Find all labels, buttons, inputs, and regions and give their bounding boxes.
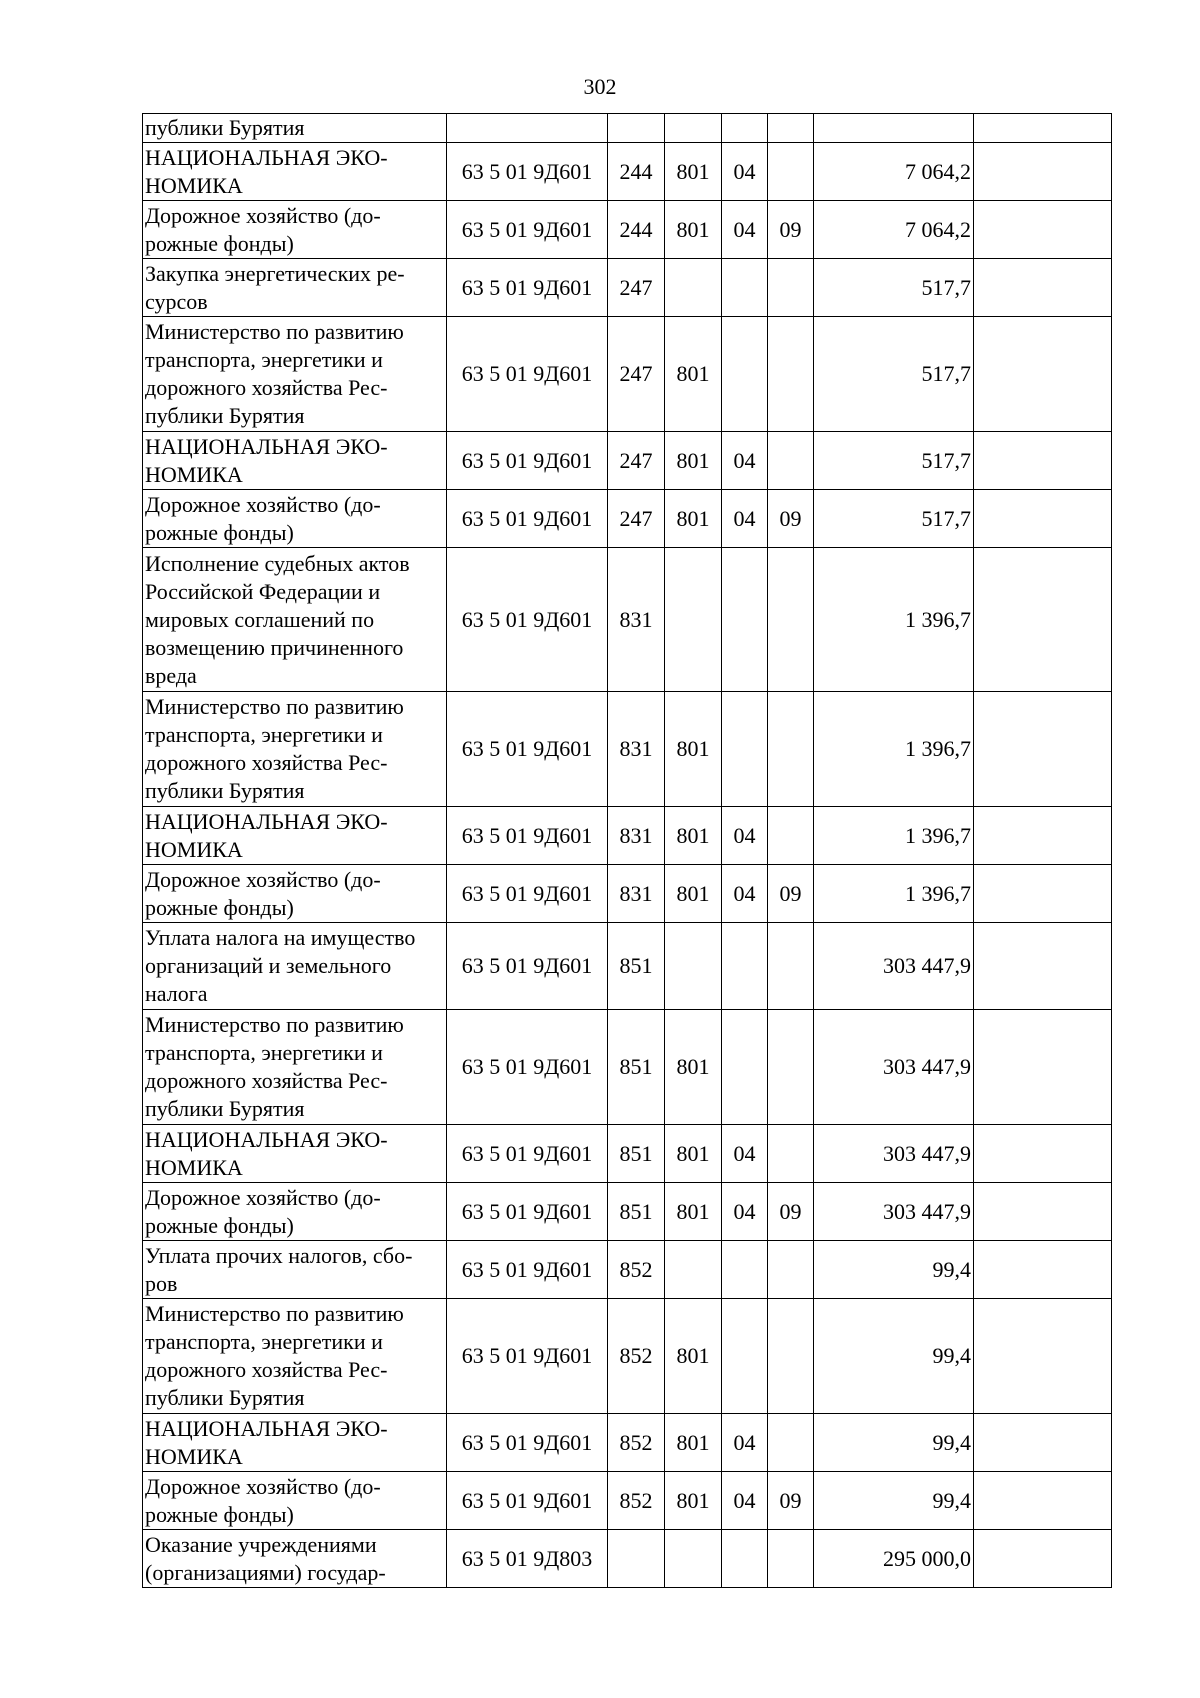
- row-pr-cell: [768, 317, 814, 432]
- table-row: [143, 865, 1112, 923]
- row-extra-cell: [974, 317, 1112, 432]
- row-extra-cell: [974, 807, 1112, 865]
- row-vr-cell: 247: [608, 490, 665, 548]
- row-code-cell: 63 5 01 9Д601: [447, 490, 608, 548]
- row-amount-cell: 303 447,9: [814, 1010, 974, 1125]
- row-pr-cell: 09: [768, 865, 814, 923]
- row-pr-cell: 09: [768, 490, 814, 548]
- row-grbs-cell: 801: [665, 490, 722, 548]
- row-pr-cell: 09: [768, 1183, 814, 1241]
- row-extra-cell: [974, 1299, 1112, 1414]
- row-grbs-cell: [665, 548, 722, 692]
- row-rz-cell: 04: [722, 1414, 768, 1472]
- row-extra-cell: [974, 1530, 1112, 1588]
- row-code-cell: [447, 114, 608, 143]
- row-amount-cell: 99,4: [814, 1241, 974, 1299]
- row-code-cell: 63 5 01 9Д601: [447, 317, 608, 432]
- table-row: [143, 692, 1112, 807]
- row-pr-cell: [768, 692, 814, 807]
- row-pr-cell: [768, 114, 814, 143]
- row-amount-cell: 1 396,7: [814, 548, 974, 692]
- table-row: [143, 807, 1112, 865]
- row-code-cell: 63 5 01 9Д601: [447, 923, 608, 1010]
- table-row: [143, 1530, 1112, 1588]
- row-grbs-cell: 801: [665, 143, 722, 201]
- row-rz-cell: [722, 548, 768, 692]
- row-code-cell: 63 5 01 9Д601: [447, 1414, 608, 1472]
- row-grbs-cell: [665, 923, 722, 1010]
- row-name-cell: Министерство по развитию транспорта, энергетики и дорожного хозяйства Рес- публики Бурятия: [143, 692, 447, 807]
- row-pr-cell: [768, 807, 814, 865]
- row-extra-cell: [974, 259, 1112, 317]
- row-extra-cell: [974, 1414, 1112, 1472]
- row-vr-cell: [608, 1530, 665, 1588]
- table-row: [143, 317, 1112, 432]
- row-rz-cell: [722, 692, 768, 807]
- row-pr-cell: [768, 548, 814, 692]
- row-pr-cell: [768, 1414, 814, 1472]
- row-grbs-cell: 801: [665, 865, 722, 923]
- table-row: [143, 1241, 1112, 1299]
- row-name-cell: Дорожное хозяйство (до- рожные фонды): [143, 1472, 447, 1530]
- row-grbs-cell: 801: [665, 1472, 722, 1530]
- row-rz-cell: [722, 317, 768, 432]
- row-amount-cell: 7 064,2: [814, 143, 974, 201]
- row-extra-cell: [974, 490, 1112, 548]
- row-extra-cell: [974, 1241, 1112, 1299]
- table-body: [143, 114, 1112, 1588]
- row-amount-cell: 1 396,7: [814, 692, 974, 807]
- row-extra-cell: [974, 548, 1112, 692]
- row-name-cell: Министерство по развитию транспорта, энергетики и дорожного хозяйства Рес- публики Бурятия: [143, 317, 447, 432]
- row-amount-cell: 7 064,2: [814, 201, 974, 259]
- row-rz-cell: [722, 1241, 768, 1299]
- row-code-cell: 63 5 01 9Д601: [447, 548, 608, 692]
- row-grbs-cell: [665, 259, 722, 317]
- table-row: [143, 1299, 1112, 1414]
- row-grbs-cell: 801: [665, 1299, 722, 1414]
- row-vr-cell: 851: [608, 1010, 665, 1125]
- row-name-cell: Уплата прочих налогов, сбо- ров: [143, 1241, 447, 1299]
- row-rz-cell: 04: [722, 1183, 768, 1241]
- row-pr-cell: [768, 143, 814, 201]
- row-vr-cell: 244: [608, 143, 665, 201]
- row-extra-cell: [974, 923, 1112, 1010]
- row-amount-cell: 99,4: [814, 1472, 974, 1530]
- row-name-cell: Дорожное хозяйство (до- рожные фонды): [143, 201, 447, 259]
- row-rz-cell: 04: [722, 865, 768, 923]
- row-name-cell: Исполнение судебных актов Российской Федерации и мировых соглашений по возмещению причиненного вреда: [143, 548, 447, 692]
- row-code-cell: 63 5 01 9Д601: [447, 865, 608, 923]
- row-amount-cell: 517,7: [814, 490, 974, 548]
- row-rz-cell: 04: [722, 807, 768, 865]
- row-name-cell: Дорожное хозяйство (до- рожные фонды): [143, 490, 447, 548]
- row-pr-cell: [768, 1530, 814, 1588]
- row-rz-cell: [722, 1530, 768, 1588]
- row-amount-cell: 517,7: [814, 432, 974, 490]
- row-vr-cell: 247: [608, 432, 665, 490]
- row-amount-cell: 303 447,9: [814, 1183, 974, 1241]
- row-rz-cell: 04: [722, 1125, 768, 1183]
- row-code-cell: 63 5 01 9Д803: [447, 1530, 608, 1588]
- table-row: [143, 1414, 1112, 1472]
- row-extra-cell: [974, 1183, 1112, 1241]
- row-grbs-cell: 801: [665, 1183, 722, 1241]
- table-row: [143, 143, 1112, 201]
- row-amount-cell: 517,7: [814, 259, 974, 317]
- row-code-cell: 63 5 01 9Д601: [447, 259, 608, 317]
- row-rz-cell: [722, 114, 768, 143]
- table-row: [143, 432, 1112, 490]
- row-vr-cell: 851: [608, 923, 665, 1010]
- row-pr-cell: [768, 432, 814, 490]
- row-grbs-cell: 801: [665, 1010, 722, 1125]
- row-code-cell: 63 5 01 9Д601: [447, 143, 608, 201]
- row-rz-cell: [722, 1299, 768, 1414]
- row-amount-cell: 303 447,9: [814, 1125, 974, 1183]
- table-row: [143, 548, 1112, 692]
- budget-table: [142, 113, 1112, 1588]
- row-extra-cell: [974, 114, 1112, 143]
- row-vr-cell: 831: [608, 548, 665, 692]
- row-vr-cell: 851: [608, 1125, 665, 1183]
- table-row: [143, 923, 1112, 1010]
- row-extra-cell: [974, 143, 1112, 201]
- row-rz-cell: [722, 1010, 768, 1125]
- row-vr-cell: [608, 114, 665, 143]
- row-code-cell: 63 5 01 9Д601: [447, 201, 608, 259]
- row-amount-cell: 517,7: [814, 317, 974, 432]
- row-grbs-cell: 801: [665, 432, 722, 490]
- row-grbs-cell: [665, 114, 722, 143]
- row-code-cell: 63 5 01 9Д601: [447, 1472, 608, 1530]
- row-name-cell: НАЦИОНАЛЬНАЯ ЭКО- НОМИКА: [143, 1125, 447, 1183]
- table-row: [143, 1472, 1112, 1530]
- row-grbs-cell: [665, 1241, 722, 1299]
- row-pr-cell: [768, 1299, 814, 1414]
- row-grbs-cell: [665, 1530, 722, 1588]
- row-grbs-cell: 801: [665, 807, 722, 865]
- row-pr-cell: [768, 1241, 814, 1299]
- row-extra-cell: [974, 865, 1112, 923]
- row-code-cell: 63 5 01 9Д601: [447, 1010, 608, 1125]
- row-code-cell: 63 5 01 9Д601: [447, 432, 608, 490]
- row-name-cell: Дорожное хозяйство (до- рожные фонды): [143, 865, 447, 923]
- page-number: 302: [583, 74, 617, 99]
- row-vr-cell: 247: [608, 317, 665, 432]
- row-name-cell: Министерство по развитию транспорта, энергетики и дорожного хозяйства Рес- публики Бурятия: [143, 1010, 447, 1125]
- row-extra-cell: [974, 201, 1112, 259]
- row-grbs-cell: 801: [665, 317, 722, 432]
- row-name-cell: НАЦИОНАЛЬНАЯ ЭКО- НОМИКА: [143, 807, 447, 865]
- row-name-cell: Уплата налога на имущество организаций и земельного налога: [143, 923, 447, 1010]
- row-grbs-cell: 801: [665, 201, 722, 259]
- table-row: [143, 1010, 1112, 1125]
- row-grbs-cell: 801: [665, 1125, 722, 1183]
- row-extra-cell: [974, 1472, 1112, 1530]
- row-vr-cell: 831: [608, 865, 665, 923]
- row-vr-cell: 244: [608, 201, 665, 259]
- table-row: [143, 259, 1112, 317]
- row-vr-cell: 831: [608, 692, 665, 807]
- row-pr-cell: [768, 1125, 814, 1183]
- row-amount-cell: 99,4: [814, 1299, 974, 1414]
- row-pr-cell: [768, 923, 814, 1010]
- row-amount-cell: 1 396,7: [814, 865, 974, 923]
- row-code-cell: 63 5 01 9Д601: [447, 1183, 608, 1241]
- row-pr-cell: [768, 1010, 814, 1125]
- row-name-cell: публики Бурятия: [143, 114, 447, 143]
- row-name-cell: Закупка энергетических ре- сурсов: [143, 259, 447, 317]
- row-vr-cell: 852: [608, 1472, 665, 1530]
- row-amount-cell: [814, 114, 974, 143]
- table-row: [143, 1183, 1112, 1241]
- row-pr-cell: [768, 259, 814, 317]
- row-name-cell: НАЦИОНАЛЬНАЯ ЭКО- НОМИКА: [143, 143, 447, 201]
- row-pr-cell: 09: [768, 1472, 814, 1530]
- row-rz-cell: 04: [722, 490, 768, 548]
- row-rz-cell: [722, 923, 768, 1010]
- row-amount-cell: 303 447,9: [814, 923, 974, 1010]
- row-name-cell: НАЦИОНАЛЬНАЯ ЭКО- НОМИКА: [143, 432, 447, 490]
- table-row: [143, 1125, 1112, 1183]
- row-name-cell: Дорожное хозяйство (до- рожные фонды): [143, 1183, 447, 1241]
- row-extra-cell: [974, 1010, 1112, 1125]
- row-rz-cell: 04: [722, 201, 768, 259]
- row-rz-cell: [722, 259, 768, 317]
- row-code-cell: 63 5 01 9Д601: [447, 1241, 608, 1299]
- row-amount-cell: 295 000,0: [814, 1530, 974, 1588]
- row-rz-cell: 04: [722, 432, 768, 490]
- row-vr-cell: 852: [608, 1299, 665, 1414]
- row-code-cell: 63 5 01 9Д601: [447, 692, 608, 807]
- row-amount-cell: 1 396,7: [814, 807, 974, 865]
- row-code-cell: 63 5 01 9Д601: [447, 1125, 608, 1183]
- row-vr-cell: 852: [608, 1241, 665, 1299]
- table-row: [143, 114, 1112, 143]
- row-vr-cell: 851: [608, 1183, 665, 1241]
- row-rz-cell: 04: [722, 143, 768, 201]
- row-name-cell: Оказание учреждениями (организациями) государ-: [143, 1530, 447, 1588]
- table-row: [143, 490, 1112, 548]
- table-row: [143, 201, 1112, 259]
- row-extra-cell: [974, 692, 1112, 807]
- row-vr-cell: 852: [608, 1414, 665, 1472]
- row-amount-cell: 99,4: [814, 1414, 974, 1472]
- row-name-cell: Министерство по развитию транспорта, энергетики и дорожного хозяйства Рес- публики Бурятия: [143, 1299, 447, 1414]
- row-grbs-cell: 801: [665, 692, 722, 807]
- row-extra-cell: [974, 432, 1112, 490]
- row-vr-cell: 247: [608, 259, 665, 317]
- row-name-cell: НАЦИОНАЛЬНАЯ ЭКО- НОМИКА: [143, 1414, 447, 1472]
- row-grbs-cell: 801: [665, 1414, 722, 1472]
- row-code-cell: 63 5 01 9Д601: [447, 807, 608, 865]
- row-rz-cell: 04: [722, 1472, 768, 1530]
- row-code-cell: 63 5 01 9Д601: [447, 1299, 608, 1414]
- row-vr-cell: 831: [608, 807, 665, 865]
- row-pr-cell: 09: [768, 201, 814, 259]
- row-extra-cell: [974, 1125, 1112, 1183]
